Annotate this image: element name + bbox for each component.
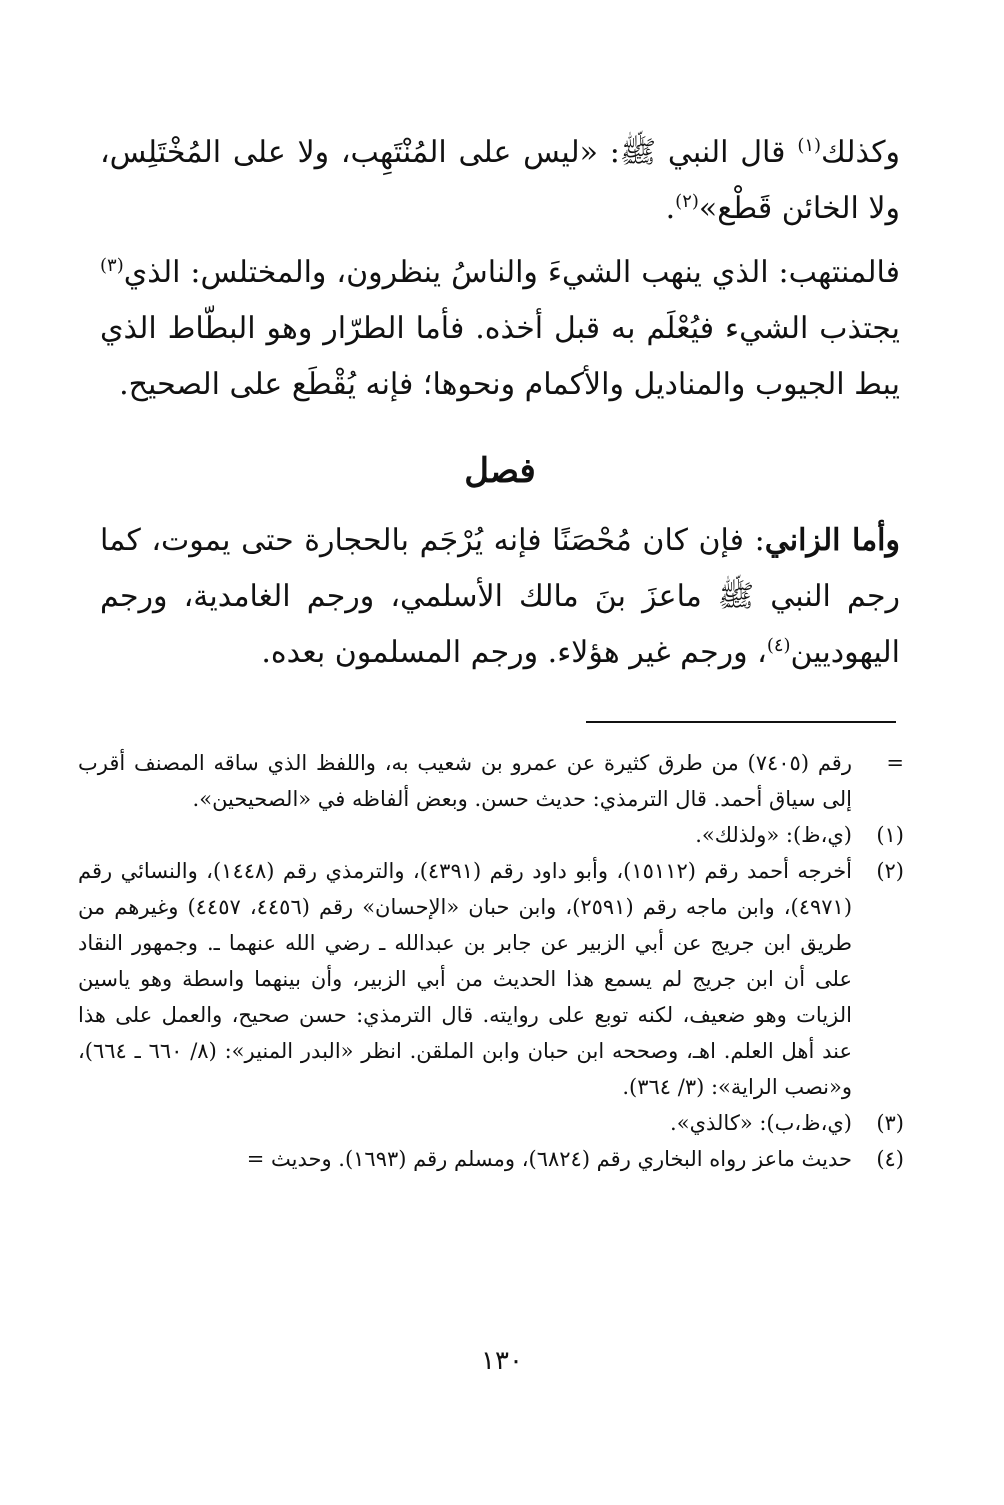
footnote-text: رقم (٧٤٠٥) من طرق كثيرة عن عمرو بن شعيب به، واللفظ الذي ساقه المصنف أقرب إلى سياق أحمد. قال الترمذي: حديث حسن. وبعض ألفاظه في «الصحيحين».	[78, 751, 852, 811]
footnote-4	[78, 1141, 910, 1177]
page-number: ١٣٠	[481, 1346, 523, 1376]
paragraph-3	[100, 513, 900, 681]
footnote-text: حديث ماعز رواه البخاري رقم (٦٨٢٤)، ومسلم رقم (١٦٩٣). وحديث =	[246, 1147, 852, 1171]
footnote-ref-3: (٣)	[100, 255, 124, 276]
paragraph-1-text: وكذلك	[821, 135, 900, 170]
footnote-ref-4: (٤)	[766, 635, 791, 656]
paragraph-2-text: فالمنتهب: الذي ينهب الشيءَ والناسُ ينظرون، والمختلس: الذي	[123, 255, 900, 290]
paragraph-3-lead: وأما الزاني	[764, 523, 900, 558]
footnote-number: (١)	[876, 823, 904, 847]
footnote-continuation	[78, 745, 910, 817]
footnote-ref-1: (١)	[797, 135, 822, 156]
footnote-divider	[586, 721, 896, 723]
footnote-number: (٤)	[876, 1147, 904, 1171]
paragraph-2-text-2: يجتذب الشيء فيُعْلَم به قبل أخذه. فأما الطرّار وهو البطّاط الذي يبط الجيوب والمناديل والأكمام ونحوها؛ فإنه يُقْطَع على الصحيح.	[100, 311, 900, 402]
footnotes	[78, 745, 910, 1177]
footnote-text: (ي،ظ): «ولذلك».	[695, 823, 852, 847]
paragraph-1-text-2: قال النبي ﷺ: «ليس على المُنْتَهِب، ولا على المُخْتَلِس، ولا الخائن قَطْع»	[100, 135, 900, 226]
footnote-3	[78, 1105, 910, 1141]
footnote-text: (ي،ظ،ب): «كالذي».	[670, 1111, 852, 1135]
footnote-1	[78, 817, 910, 853]
paragraph-1-end: .	[665, 191, 676, 226]
paragraph-3-end: ، ورجم غير هؤلاء. ورجم المسلمون بعده.	[261, 635, 767, 670]
paragraph-1	[100, 125, 900, 237]
footnote-marker: =	[886, 751, 904, 775]
footnote-number: (٢)	[876, 859, 904, 883]
footnote-ref-2: (٢)	[675, 191, 699, 212]
main-text	[100, 125, 900, 681]
footnote-2	[78, 853, 910, 1105]
footnote-number: (٣)	[876, 1111, 904, 1135]
paragraph-2	[100, 245, 900, 413]
section-heading: فصل	[464, 451, 536, 491]
paragraph-3-text: : فإن كان مُحْصَنًا فإنه يُرْجَم بالحجارة حتى يموت، كما رجم النبي ﷺ ماعزَ بنَ مالك الأسلمي، ورجم الغامدية، ورجم اليهوديين	[100, 523, 900, 670]
footnote-text: أخرجه أحمد رقم (١٥١١٢)، وأبو داود رقم (٤٣٩١)، والترمذي رقم (١٤٤٨)، والنسائي رقم (٤٩٧١)، وابن ماجه رقم (٢٥٩١)، وابن حبان «الإحسان» رقم (٤٤٥٦، ٤٤٥٧) وغيرهم من طريق ابن جريج عن أبي الزبير عن جابر بن عبدالله ـ رضي الله عنهما ـ. وجمهور النقاد على أن ابن جريج لم يسمع هذا الحديث من أبي الزبير، وأن بينهما واسطة وهو ياسين الزيات وهو ضعيف، لكنه توبع على روايته. قال الترمذي: حسن صحيح، والعمل على هذا عند أهل العلم. اهـ، وصححه ابن حبان وابن الملقن. انظر «البدر المنير»: (٨/ ٦٦٠ ـ ٦٦٤)، و«نصب الراية»: (٣/ ٣٦٤).	[78, 859, 853, 1099]
